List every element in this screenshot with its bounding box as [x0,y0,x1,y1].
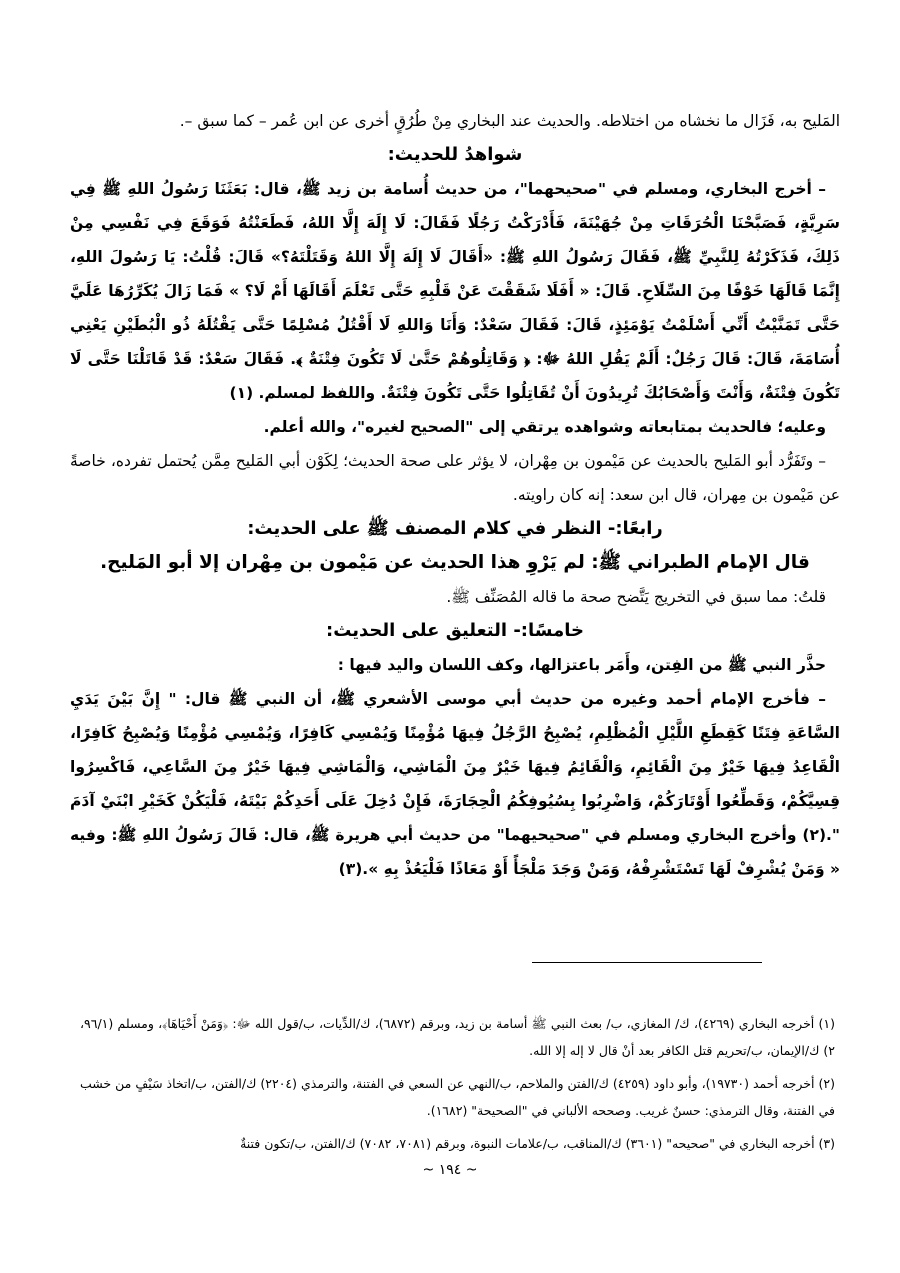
footnote-divider [532,962,762,963]
footnote-1: (١) أخرجه البخاري (٤٢٦٩)، ك/ المغازي، ب/ بعث النبي ﷺ أسامة بن زيد، وبرقم (٦٨٧٢)، ك/الدِّيات، ب/قول الله ﷻ: ﴿وَمَنْ أَحْيَاهَا﴾، ومسلم (٩٦/١، ٢) ك/الإيمان، ب/تحريم قتل الكافر بعد أنْ قال لا إله إلا الله. [80,1016,835,1058]
heading-khamisan: خامسًا:- التعليق على الحديث: [326,620,584,641]
paragraph-abu-musa-hadith: – فأخرج الإمام أحمد وغيره من حديث أبي موسى الأشعري ﷺ، أن النبي ﷺ قال: " إِنَّ بَيْنَ يَدَيِ السَّاعَةِ فِتَنًا كَقِطَعِ اللَّيْلِ الْمُظْلِمِ، يُصْبِحُ الرَّجُلُ فِيهَا مُؤْمِنًا وَيُمْسِي كَافِرًا، وَيُمْسِي مُؤْمِنًا وَيُصْبِحُ كَافِرًا، الْقَاعِدُ فِيهَا خَيْرٌ مِنَ الْقَائِمِ، وَالْقَائِمُ فِيهَا خَيْرٌ مِنَ الْمَاشِي، وَالْمَاشِي فِيهَا خَيْرٌ مِنَ السَّاعِي، فَاكْسِرُوا قِسِيَّكُمْ، وَقَطِّعُوا أَوْتَارَكُمْ، وَاضْرِبُوا بِسُيُوفِكُمُ الْحِجَارَةَ، فَإِنْ دُخِلَ عَلَى أَحَدِكُمْ بَيْتَهُ، فَلْيَكُنْ كَخَيْرِ ابْنَيْ آدَمَ ".(٢) وأخرج البخاري ومسلم في "صحيحيهما" من حديث أبي هريرة ﷺ، قال: قَالَ رَسُولُ اللهِ ﷺ: وفيه « وَمَنْ يُشْرِفْ لَهَا تَسْتَشْرِفْهُ، وَمَنْ وَجَدَ مَلْجَأً أَوْ مَعَاذًا فَلْيَعُذْ بِهِ ».(٣) [70,690,840,878]
footnote-2: (٢) أخرجه أحمد (١٩٧٣٠)، وأبو داود (٤٢٥٩) ك/الفتن والملاحم، ب/النهي عن السعي في الفتنة، والترمذي (٢٢٠٤) ك/الفتن، ب/اتخاذ سَيْفٍ من خشب في الفتنة، وقال الترمذي: حسنٌ غريب. وصححه الألباني في "الصحيحة" (١٦٨٢). [80,1076,835,1118]
footnotes [80,1010,835,1163]
heading-rabian: رابعًا:- النظر في كلام المصنف ﷺ على الحديث: [247,518,663,539]
footnote-3: (٣) أخرجه البخاري في "صحيحه" (٣٦٠١) ك/المناقب، ب/علامات النبوة، وبرقم (٧٠٨١، ٧٠٨٢) ك/الفتن، ب/تكون فتنةٌ [240,1136,835,1151]
paragraph-fitan-warning: حذَّر النبي ﷺ من الفِتن، وأَمَر باعتزالها، وكف اللسان واليد فيها : [337,656,826,674]
paragraph-conclusion: وعليه؛ فالحديث بمتابعاته وشواهده يرتقي إلى "الصحيح لغيره"، والله أعلم. [263,418,826,436]
paragraph-usama-hadith: – أخرج البخاري، ومسلم في "صحيحهما"، من حديث أُسامة بن زيد ﷺ، قال: بَعَثَنَا رَسُولُ اللهِ ﷺ فِي سَرِيَّةٍ، فَصَبَّحْنَا الْحُرَقَاتِ مِنْ جُهَيْنَةَ، فَأَدْرَكْتُ رَجُلًا فَقَالَ: لَا إِلَهَ إِلَّا اللهُ، فَطَعَنْتُهُ فَوَقَعَ فِي نَفْسِي مِنْ ذَلِكَ، فَذَكَرْتُهُ لِلنَّبِيِّ ﷺ، فَقَالَ رَسُولُ اللهِ ﷺ: «أَقَالَ لَا إِلَهَ إِلَّا اللهُ وَقَتَلْتَهُ؟» قَالَ: قُلْتُ: يَا رَسُولَ اللهِ، إِنَّمَا قَالَهَا خَوْفًا مِنَ السِّلَاحِ. قَالَ: « أَفَلَا شَقَقْتَ عَنْ قَلْبِهِ حَتَّى تَعْلَمَ أَقَالَهَا أَمْ لَا؟ » فَمَا زَالَ يُكَرِّرُهَا عَلَيَّ حَتَّى تَمَنَّيْتُ أَنِّي أَسْلَمْتُ يَوْمَئِذٍ، قَالَ: فَقَالَ سَعْدٌ: وَأَنَا وَاللهِ لَا أَقْتُلُ مُسْلِمًا حَتَّى يَقْتُلَهُ ذُو الْبُطَيْنِ يَعْنِي أُسَامَةَ، قَالَ: قَالَ رَجُلٌ: أَلَمْ يَقُلِ اللهُ ﷻ: ﴿ وَقَاتِلُوهُمْ حَتَّىٰ لَا تَكُونَ فِتْنَةٌ ﴾. فَقَالَ سَعْدٌ: قَدْ قَاتَلْنَا حَتَّى لَا تَكُونَ فِتْنَةٌ، وَأَنْتَ وَأَصْحَابُكَ تُرِيدُونَ أَنْ تُقَاتِلُوا حَتَّى تَكُونَ فِتْنَةٌ. واللفظ لمسلم. (١) [70,180,840,402]
page-number: ~ ١٩٤ ~ [422,1162,478,1178]
paragraph-qultu: قلتُ: مما سبق في التخريج يَتَّضح صحة ما قاله المُصَنِّف ﷺ. [446,588,826,606]
paragraph-continuation: المَليح به، فَزَال ما نخشاه من اختلاطه. والحديث عند البخاري مِنْ طُرُقٍ أخرى عن ابن عُمر – كما سبق –. [179,112,840,130]
heading-shawahid: شواهدُ للحديث: [387,144,523,165]
heading-tabarani-quote: قال الإمام الطبراني ﷺ: لم يَرْوِ هذا الحديث عن مَيْمون بن مِهْران إلا أبو المَليح. [100,552,810,573]
paragraph-tafarrud: – وتَفَرُّد أبو المَليح بالحديث عن مَيْمون بن مِهْران، لا يؤثر على صحة الحديث؛ لِكَوْن أبي المَليح مِمَّن يُحتمل تفرده، خاصةً عن مَيْمون بن مِهران، قال ابن سعد: إنه كان راويته. [70,452,840,504]
